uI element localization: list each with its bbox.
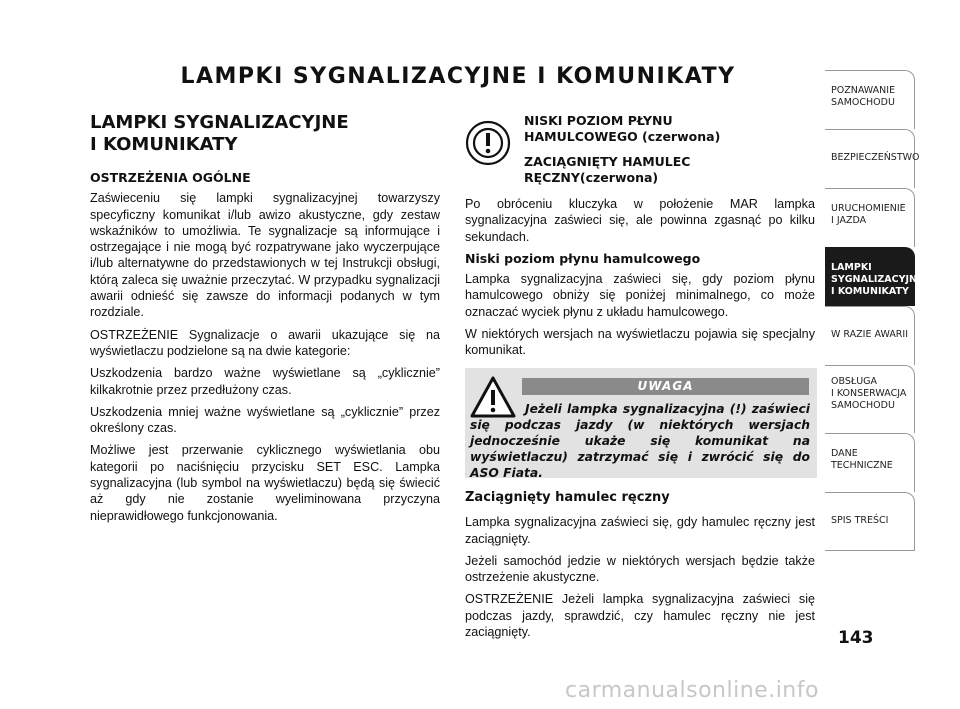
tab-dane-techniczne[interactable] [825,433,915,492]
tab-label-line: SPIS TREŚCI [831,515,889,526]
left-column [90,112,440,530]
tab-label-line: LAMPKI [831,262,872,273]
tab-lampki-active[interactable] [825,247,924,306]
tab-bezpieczenstwo[interactable] [825,129,920,188]
tab-label-line: I JAZDA [831,215,867,226]
lamp-title-brake-fluid: NISKI POZIOM PŁYNU HAMULCOWEGO (czerwona) [524,113,721,144]
paragraph: Uszkodzenia mniej ważne wyświetlane są „cyklicznie” przez określony czas. [90,404,440,436]
tab-spis-tresci[interactable] [825,492,915,551]
tab-obsluga[interactable] [825,365,915,433]
tab-label-line: POZNAWANIE [831,85,896,96]
paragraph: W niektórych wersjach na wyświetlaczu pojawia się specjalny komunikat. [465,327,815,358]
tab-label-line: SAMOCHODU [831,97,895,108]
tab-label-line: I KOMUNIKATY [831,286,909,297]
paragraph: Jeżeli samochód jedzie w niektórych wersjach będzie także ostrzeżenie akustyczne. [465,553,815,585]
right-column-bottom [465,490,815,646]
lamp-header [465,112,815,196]
paragraph: Lampka sygnalizacyjna zaświeci się, gdy poziom płynu hamulcowego obniży się poniżej minimalnego, co może oznaczać wyciek płynu z układu hamulcowego. [465,272,815,319]
tab-label-line: SAMOCHODU [831,400,895,411]
paragraph: Możliwe jest przerwanie cyklicznego wyświetlania obu kategorii po naciśnięciu przycisku SET ESC. Lampka sygnalizacyjna (lub symbol na wyświetlaczu) będą się świecić aż gdy nie zostanie wyeliminowana przyczyna nieprawidłowego funkcjonowania. [90,443,440,523]
paragraph: Po obróceniu kluczyka w położenie MAR lampka sygnalizacyjna zaświeci się, ale powinna zgasnąć po kilku sekundach. [465,197,815,244]
warning-text: Jeżeli lampka sygnalizacyjna (!) zaświeci się podczas jazdy (w niektórych wersjach jednocześnie ukaże się komunikat na wyświetlaczu) zatrzymać się i zwrócić się do ASO Fiata. [470,402,810,480]
tab-poznawanie[interactable] [825,70,915,129]
watermark: carmanualsonline.info [565,678,819,703]
tab-label-line: URUCHOMIENIE [831,203,906,214]
section-title-line-1: LAMPKI SYGNALIZACYJNE [90,112,349,133]
paragraph: OSTRZEŻENIE Jeżeli lampka sygnalizacyjna zaświeci się podczas jazdy, sprawdzić, czy hamulec ręczny nie jest zaciągnięty. [465,592,815,640]
page-title: LAMPKI SYGNALIZACYJNE I KOMUNIKATY [180,64,736,89]
brake-warning-icon [465,120,511,166]
section-title [90,112,440,156]
paragraph: Uszkodzenia bardzo ważne wyświetlane są „cyklicznie” kilkakrotnie przez przedłużony czas. [90,366,440,397]
page-number: 143 [838,628,874,648]
paragraph: Lampka sygnalizacyjna zaświeci się, gdy hamulec ręczny jest zaciągnięty. [465,515,815,546]
paragraph: Zaświeceniu się lampki sygnalizacyjnej towarzyszy specyficzny komunikat i/lub awizo akustyczne, gdy zestaw wskaźników to umożliwia. Te sygnalizacje są informujące i ostrzegające i nie mogą być rozpatrywane jako wyczerpujące i/lub alternatywne do przedstawionych w tej Instrukcji obsługi, którą zaleca się uważnie przeczytać. W przypadku sygnalizacji awarii odnieść się zawsze do informacji podanych w tym rozdziale. [90,191,440,320]
tab-uruchomienie[interactable] [825,188,915,247]
subheading-handbrake: Zaciągnięty hamulec ręczny [465,490,670,505]
tab-label-line: W RAZIE AWARII [831,329,909,340]
warning-label: UWAGA [522,378,809,395]
tab-w-razie-awarii[interactable] [825,306,915,365]
right-column-top [465,112,815,365]
tab-label-line: BEZPIECZEŃSTWO [831,152,920,163]
tab-label-line: DANE [831,448,858,459]
warning-box [465,368,817,478]
tab-label-line: SYGNALIZACYJNE [831,274,924,285]
tab-label-line: OBSŁUGA [831,376,878,387]
lamp-title-handbrake: ZACIĄGNIĘTY HAMULEC RĘCZNY(czerwona) [524,154,691,185]
chapter-sidebar [825,70,924,551]
subheading-general-warnings: OSTRZEŻENIA OGÓLNE [90,170,251,185]
tab-label-line: TECHNICZNE [831,460,893,471]
subheading-brake-fluid: Niski poziom płynu hamulcowego [465,250,701,266]
tab-label-line: I KONSERWACJA [831,388,907,399]
section-title-line-2: I KOMUNIKATY [90,134,238,155]
paragraph: OSTRZEŻENIE Sygnalizacje o awarii ukazujące się na wyświetlaczu podzielone są na dwie kategorie: [90,327,440,358]
